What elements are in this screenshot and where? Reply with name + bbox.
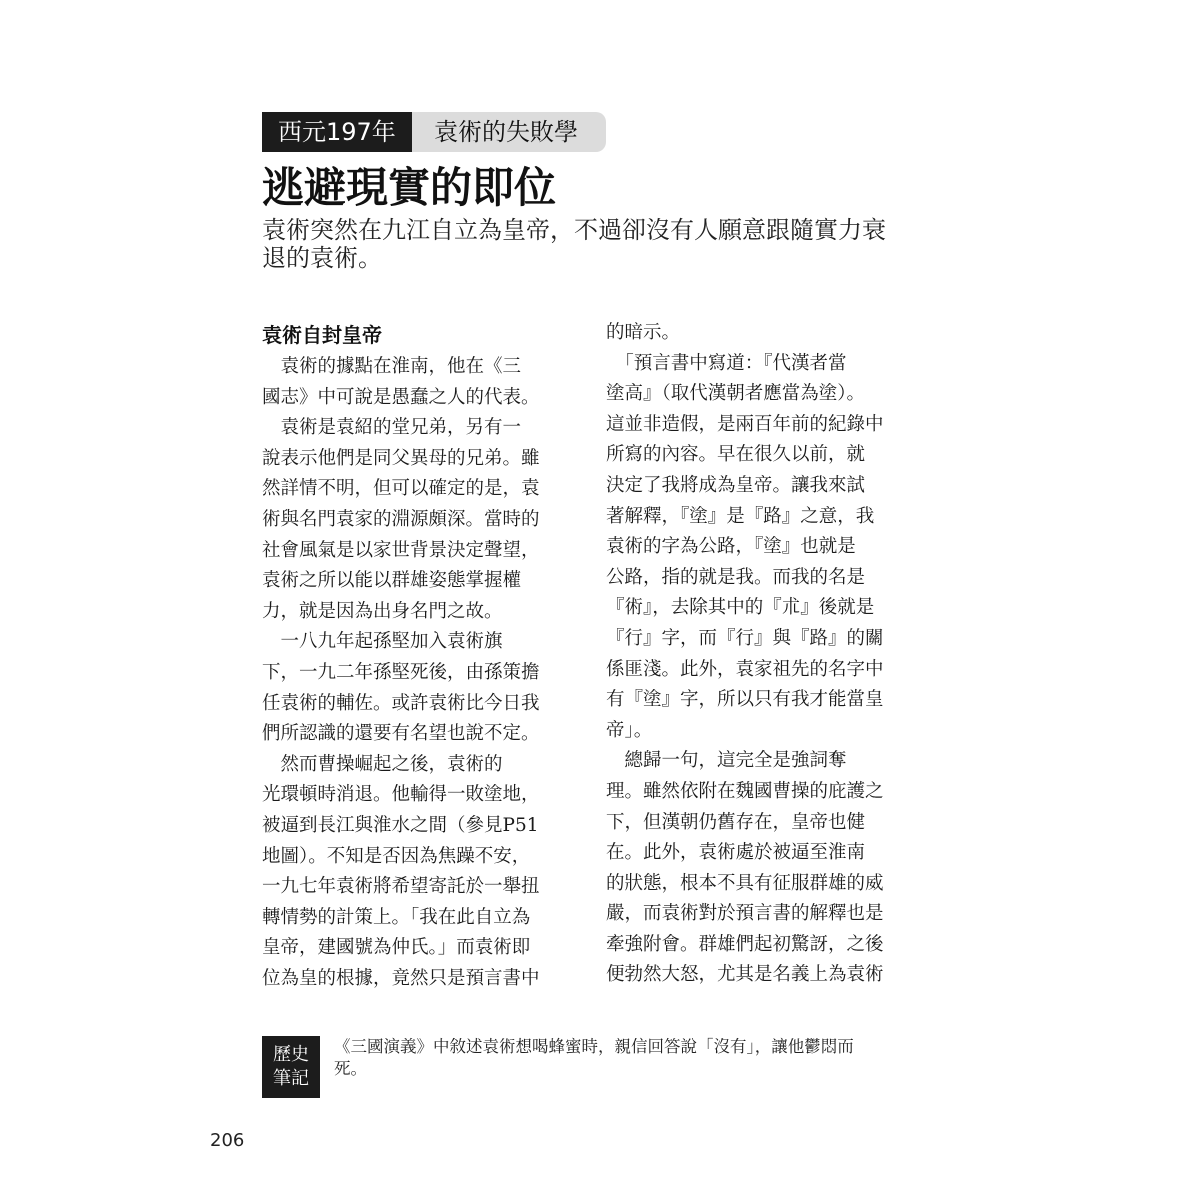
right-column — [606, 318, 912, 991]
section-heading: 袁術自封皇帝 — [262, 323, 382, 347]
body-line: 便勃然大怒，尤其是名義上為袁術 — [606, 964, 884, 986]
note-line: 《三國演義》中敘述袁術想喝蜂蜜時，親信回答說「沒有」，讓他鬱悶而 — [334, 1037, 854, 1056]
body-line: 術與名門袁家的淵源頗深。當時的 — [262, 508, 540, 530]
body-line: 在。此外，袁術處於被逼至淮南 — [606, 842, 866, 864]
body-line: 皇帝，建國號為仲氏。」而袁術即 — [262, 937, 531, 959]
body-line: 袁術的字為公路，『塗』也就是 — [606, 536, 856, 558]
body-line: 任袁術的輔佐。或許袁術比今日我 — [262, 692, 540, 714]
body-line: 有『塗』字，所以只有我才能當皇 — [606, 689, 884, 711]
body-line: 『術』，去除其中的『朮』後就是 — [606, 597, 875, 619]
body-line: 光環頓時消退。他輸得一敗塗地， — [262, 784, 540, 806]
body-line: 位為皇的根據，竟然只是預言書中 — [262, 967, 540, 989]
body-line: 下，一九二年孫堅死後，由孫策擔 — [262, 661, 540, 683]
left-column — [262, 318, 568, 994]
chapter-header — [262, 112, 606, 152]
body-line: 國志》中可說是愚蠢之人的代表。 — [262, 386, 540, 408]
badge-line: 歷史 — [273, 1044, 309, 1065]
badge-line: 筆記 — [273, 1068, 309, 1089]
body-line: 一八九年起孫堅加入袁術旗 — [262, 631, 503, 653]
body-line: 決定了我將成為皇帝。讓我來試 — [606, 474, 866, 496]
subtitle-line: 退的袁術。 — [262, 244, 382, 272]
body-line: 『行』字，而『行』與『路』的關 — [606, 627, 884, 649]
body-line: 一九七年袁術將希望寄託於一舉扭 — [262, 876, 540, 898]
body-line: 轉情勢的計策上。「我在此自立為 — [262, 906, 531, 928]
topic-label: 袁術的失敗學 — [412, 112, 606, 152]
body-line: 然而曹操崛起之後，袁術的 — [262, 753, 503, 775]
page-title: 逃避現實的即位 — [262, 163, 557, 212]
history-note-text — [334, 1036, 974, 1080]
body-line: 理。雖然依附在魏國曹操的庇護之 — [606, 780, 884, 802]
body-line: 牽強附會。群雄們起初驚訝，之後 — [606, 933, 884, 955]
history-note-badge — [262, 1036, 320, 1098]
body-line: 社會風氣是以家世背景決定聲望， — [262, 539, 540, 561]
body-line: 帝」。 — [606, 719, 653, 741]
body-line: 被逼到長江與淮水之間（參見P51 — [262, 814, 539, 836]
body-line: 的狀態，根本不具有征服群雄的威 — [606, 872, 884, 894]
body-line: 袁術是袁紹的堂兄弟，另有一 — [262, 417, 522, 439]
body-line: 著解釋，『塗』是『路』之意，我 — [606, 505, 875, 527]
body-line: 塗高』（取代漢朝者應當為塗）。 — [606, 383, 866, 405]
body-line: 總歸一句，這完全是強詞奪 — [606, 750, 847, 772]
body-line: 說表示他們是同父異母的兄弟。雖 — [262, 447, 540, 469]
body-line: 的暗示。 — [606, 322, 681, 343]
body-line: 嚴，而袁術對於預言書的解釋也是 — [606, 903, 884, 925]
body-line: 「預言書中寫道：『代漢者當 — [606, 352, 847, 374]
year-label: 西元197年 — [262, 112, 412, 152]
body-line: 地圖）。不知是否因為焦躁不安， — [262, 845, 531, 867]
note-line: 死。 — [334, 1059, 367, 1078]
body-line: 力，就是因為出身名門之故。 — [262, 600, 503, 622]
body-line: 然詳情不明，但可以確定的是，袁 — [262, 478, 540, 500]
subtitle — [262, 216, 922, 272]
body-line: 袁術之所以能以群雄姿態掌握權 — [262, 570, 522, 592]
body-line: 公路，指的就是我。而我的名是 — [606, 566, 866, 588]
body-line: 這並非造假，是兩百年前的紀錄中 — [606, 413, 884, 435]
body-line: 袁術的據點在淮南，他在《三 — [262, 356, 522, 377]
body-line: 們所認識的還要有名望也說不定。 — [262, 723, 540, 745]
body-line: 下，但漢朝仍舊存在，皇帝也健 — [606, 811, 866, 833]
page-number: 206 — [210, 1130, 245, 1151]
body-line: 所寫的內容。早在很久以前，就 — [606, 444, 866, 466]
history-note — [262, 1036, 922, 1098]
subtitle-line: 袁術突然在九江自立為皇帝，不過卻沒有人願意跟隨實力衰 — [262, 216, 886, 244]
body-line: 係匪淺。此外，袁家祖先的名字中 — [606, 658, 884, 680]
